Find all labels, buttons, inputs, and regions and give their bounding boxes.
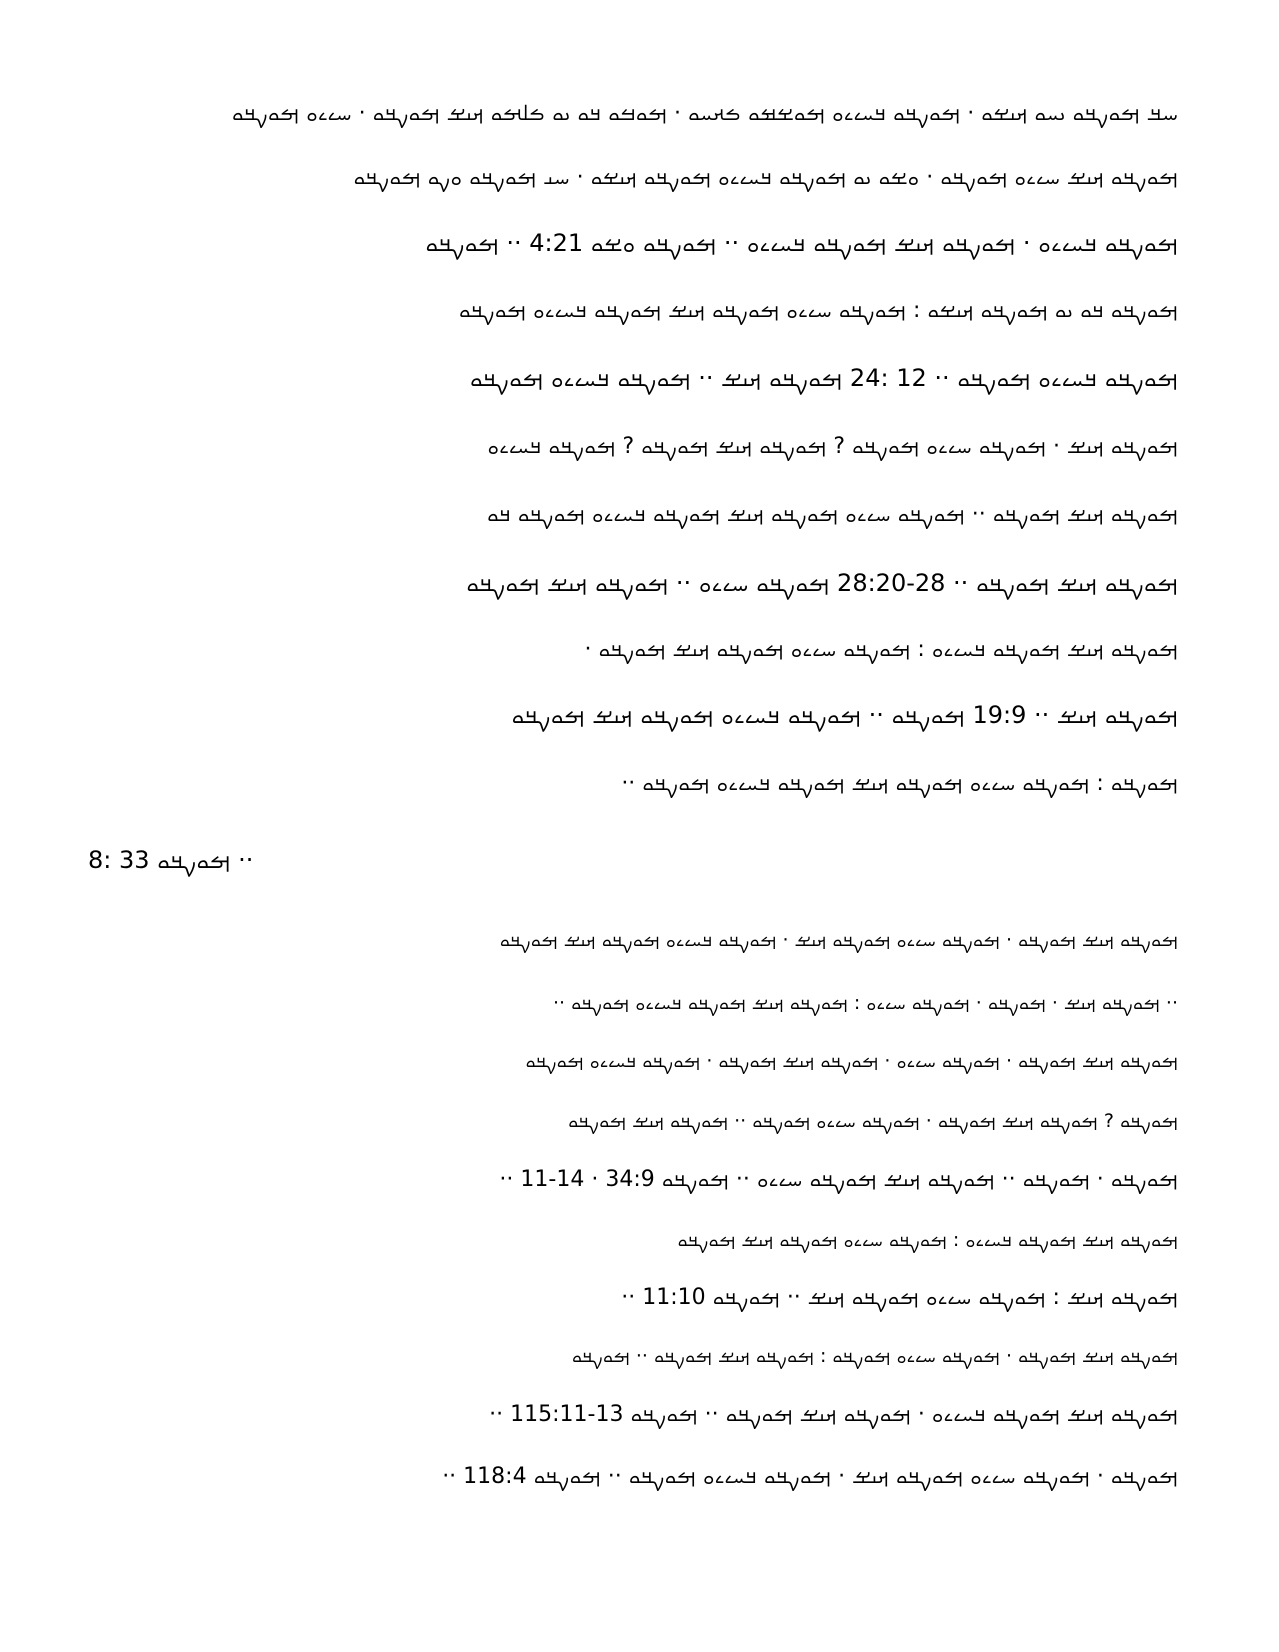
text-line-15: ࡌࡀࡍࡃࡀ ࡕࡅࡁ ࡌࡀࡍࡃࡀ · ࡌࡀࡍࡃࡀ ࡄࡉࡉࡀ · ࡌࡀࡍࡃࡀ ࡕࡅࡁ ࡌࡀࡍࡃࡀ · ࡌࡀࡍࡃࡀ ࡃࡄࡉࡉࡀ ࡌࡀࡍࡃࡀ xyxy=(525,1050,1178,1072)
text-line-14: ·· ࡌࡀࡍࡃࡀ ࡕࡅࡁ · ࡌࡀࡍࡃࡀ · ࡌࡀࡍࡃࡀ ࡄࡉࡉࡀ : ࡌࡀࡍࡃࡀ ࡕࡅࡁ ࡌࡀࡍࡃࡀ ࡃࡄࡉࡉࡀ ࡌࡀࡍࡃࡀ ·· xyxy=(553,992,1178,1014)
text-line-1: ࡄࡃ ࡌࡀࡍࡃࡀ ࡅࡄࡀ ࡕࡅࡁࡀ · ࡌࡀࡍࡃࡀ ࡃࡄࡉࡉࡀ ࡌࡀࡁࡒࡀ ࡏࡕࡄࡀ · ࡌࡀࡓࡀ ࡃࡀ ࡅࡀ ࡏࡋࡌࡀ ࡕࡅࡁ ࡌࡀࡍࡃࡀ · ࡄࡉࡉࡀ ࡌࡀࡍࡃࡀ xyxy=(231,101,1178,126)
text-line-10: ࡌࡀࡍࡃࡀ ࡕࡅࡁ ·· 19:9 ࡌࡀࡍࡃࡀ ·· ࡌࡀࡍࡃࡀ ࡃࡄࡉࡉࡀ ࡌࡀࡍࡃࡀ ࡕࡅࡁ ࡌࡀࡍࡃࡀ xyxy=(511,701,1178,729)
text-line-2: ࡌࡀࡍࡃࡀ ࡕࡅࡁ ࡄࡉࡉࡀ ࡌࡀࡍࡃࡀ · ࡀࡁࡀ ࡅࡀ ࡌࡀࡍࡃࡀ ࡃࡄࡉࡉࡀ ࡌࡀࡍࡃࡀ ࡕࡅࡁࡀ · ࡄࡅ ࡌࡀࡍࡃࡀ ࡀࡍࡀ ࡌࡀࡍࡃࡀ xyxy=(353,165,1178,190)
text-line-17: ࡌࡀࡍࡃࡀ · ࡌࡀࡍࡃࡀ ·· ࡌࡀࡍࡃࡀ ࡕࡅࡁ ࡌࡀࡍࡃࡀ ࡄࡉࡉࡀ ·· ࡌࡀࡍࡃࡀ 34:9 · 11-14 ·· xyxy=(499,1167,1178,1192)
text-line-4: ࡌࡀࡍࡃࡀ ࡃࡀ ࡅࡀ ࡌࡀࡍࡃࡀ ࡕࡅࡁࡀ : ࡌࡀࡍࡃࡀ ࡄࡉࡉࡀ ࡌࡀࡍࡃࡀ ࡕࡅࡁ ࡌࡀࡍࡃࡀ ࡃࡄࡉࡉࡀ ࡌࡀࡍࡃࡀ xyxy=(458,298,1178,323)
text-line-19: ࡌࡀࡍࡃࡀ ࡕࡅࡁ : ࡌࡀࡍࡃࡀ ࡄࡉࡉࡀ ࡌࡀࡍࡃࡀ ࡕࡅࡁ ·· ࡌࡀࡍࡃࡀ 11:10 ·· xyxy=(621,1285,1178,1310)
text-line-18: ࡌࡀࡍࡃࡀ ࡕࡅࡁ ࡌࡀࡍࡃࡀ ࡃࡄࡉࡉࡀ : ࡌࡀࡍࡃࡀ ࡄࡉࡉࡀ ࡌࡀࡍࡃࡀ ࡕࡅࡁ ࡌࡀࡍࡃࡀ xyxy=(677,1229,1178,1251)
text-line-22: ࡌࡀࡍࡃࡀ · ࡌࡀࡍࡃࡀ ࡄࡉࡉࡀ ࡌࡀࡍࡃࡀ ࡕࡅࡁ · ࡌࡀࡍࡃࡀ ࡃࡄࡉࡉࡀ ࡌࡀࡍࡃࡀ ·· ࡌࡀࡍࡃࡀ 118:4 ·· xyxy=(442,1464,1178,1489)
text-line-6: ࡌࡀࡍࡃࡀ ࡕࡅࡁ · ࡌࡀࡍࡃࡀ ࡄࡉࡉࡀ ࡌࡀࡍࡃࡀ ? ࡌࡀࡍࡃࡀ ࡕࡅࡁ ࡌࡀࡍࡃࡀ ? ࡌࡀࡍࡃࡀ ࡃࡄࡉࡉࡀ xyxy=(487,434,1178,459)
text-line-12: ࡌࡀࡍࡃࡀ 33 :8 ·· xyxy=(88,846,254,874)
text-line-20: ࡌࡀࡍࡃࡀ ࡕࡅࡁ ࡌࡀࡍࡃࡀ · ࡌࡀࡍࡃࡀ ࡄࡉࡉࡀ ࡌࡀࡍࡃࡀ : ࡌࡀࡍࡃࡀ ࡕࡅࡁ ࡌࡀࡍࡃࡀ ·· ࡌࡀࡍࡃࡀ xyxy=(571,1345,1178,1367)
text-line-5: ࡌࡀࡍࡃࡀ ࡃࡄࡉࡉࡀ ࡌࡀࡍࡃࡀ ·· 12 :24 ࡌࡀࡍࡃࡀ ࡕࡅࡁ ·· ࡌࡀࡍࡃࡀ ࡃࡄࡉࡉࡀ ࡌࡀࡍࡃࡀ xyxy=(469,364,1178,392)
text-line-16: ࡌࡀࡍࡃࡀ ? ࡌࡀࡍࡃࡀ ࡕࡅࡁ ࡌࡀࡍࡃࡀ · ࡌࡀࡍࡃࡀ ࡄࡉࡉࡀ ࡌࡀࡍࡃࡀ ·· ࡌࡀࡍࡃࡀ ࡕࡅࡁ ࡌࡀࡍࡃࡀ xyxy=(568,1110,1178,1132)
text-line-13: ࡌࡀࡍࡃࡀ ࡕࡅࡁ ࡌࡀࡍࡃࡀ · ࡌࡀࡍࡃࡀ ࡄࡉࡉࡀ ࡌࡀࡍࡃࡀ ࡕࡅࡁ · ࡌࡀࡍࡃࡀ ࡃࡄࡉࡉࡀ ࡌࡀࡍࡃࡀ ࡕࡅࡁ ࡌࡀࡍࡃࡀ xyxy=(499,929,1178,951)
text-line-9: ࡌࡀࡍࡃࡀ ࡕࡅࡁ ࡌࡀࡍࡃࡀ ࡃࡄࡉࡉࡀ : ࡌࡀࡍࡃࡀ ࡄࡉࡉࡀ ࡌࡀࡍࡃࡀ ࡕࡅࡁ ࡌࡀࡍࡃࡀ · xyxy=(584,637,1178,662)
text-line-11: ࡌࡀࡍࡃࡀ : ࡌࡀࡍࡃࡀ ࡄࡉࡉࡀ ࡌࡀࡍࡃࡀ ࡕࡅࡁ ࡌࡀࡍࡃࡀ ࡃࡄࡉࡉࡀ ࡌࡀࡍࡃࡀ ·· xyxy=(621,771,1178,796)
text-line-7: ࡌࡀࡍࡃࡀ ࡕࡅࡁ ࡌࡀࡍࡃࡀ ·· ࡌࡀࡍࡃࡀ ࡄࡉࡉࡀ ࡌࡀࡍࡃࡀ ࡕࡅࡁ ࡌࡀࡍࡃࡀ ࡃࡄࡉࡉࡀ ࡌࡀࡍࡃࡀ ࡃࡀ xyxy=(486,502,1178,527)
text-line-21: ࡌࡀࡍࡃࡀ ࡕࡅࡁ ࡌࡀࡍࡃࡀ ࡃࡄࡉࡉࡀ · ࡌࡀࡍࡃࡀ ࡕࡅࡁ ࡌࡀࡍࡃࡀ ·· ࡌࡀࡍࡃࡀ 115:11-13 ·· xyxy=(489,1402,1178,1427)
text-line-8: ࡌࡀࡍࡃࡀ ࡕࡅࡁ ࡌࡀࡍࡃࡀ ·· 28:20-28 ࡌࡀࡍࡃࡀ ࡄࡉࡉࡀ ·· ࡌࡀࡍࡃࡀ ࡕࡅࡁ ࡌࡀࡍࡃࡀ xyxy=(466,569,1178,597)
text-line-3: ࡌࡀࡍࡃࡀ ࡃࡄࡉࡉࡀ · ࡌࡀࡍࡃࡀ ࡕࡅࡁ ࡌࡀࡍࡃࡀ ࡃࡄࡉࡉࡀ ·· ࡌࡀࡍࡃࡀ ࡀࡁࡀ 4:21 ·· ࡌࡀࡍࡃࡀ xyxy=(425,229,1178,257)
